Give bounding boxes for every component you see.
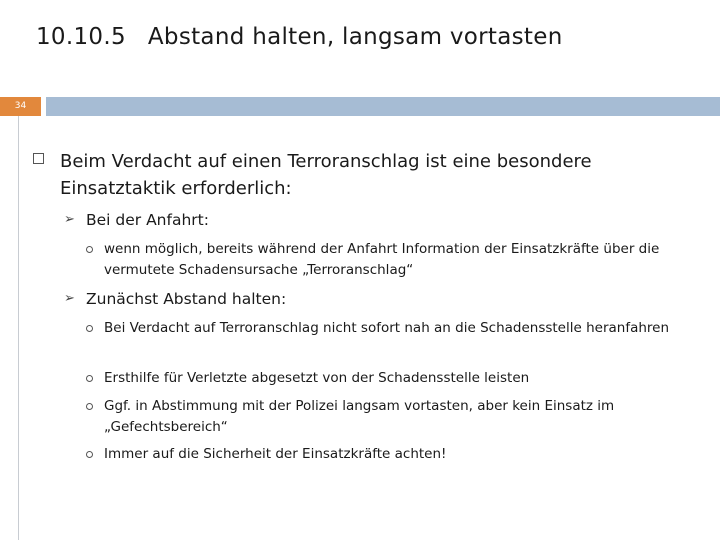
slide-number: 34 [14, 101, 27, 111]
slide-title [36, 24, 563, 50]
list-item: Ersthilfe für Verletzte abgesetzt von der Schadensstelle leisten [104, 370, 530, 386]
section-heading: Bei der Anfahrt: [86, 211, 209, 229]
circle-bullet-icon [86, 403, 93, 410]
list-item: Immer auf die Sicherheit der Einsatzkräfte achten! [104, 446, 447, 462]
list-item: Ggf. in Abstimmung mit der Polizei langsam vortasten, aber kein Einsatz im „Gefechtsbereich“ [104, 398, 615, 435]
title-number: 10.10.5 [36, 24, 126, 50]
circle-bullet-icon [86, 375, 93, 382]
header-bar [46, 97, 720, 116]
square-bullet-icon [33, 153, 44, 164]
list-item: Bei Verdacht auf Terroranschlag nicht sofort nah an die Schadensstelle heranfahren [104, 320, 670, 336]
list-item: wenn möglich, bereits während der Anfahrt Information der Einsatzkräfte über die vermutete Schadensursache „Terroranschlag“ [104, 241, 660, 278]
main-point: Beim Verdacht auf einen Terroranschlag ist eine besondere Einsatztaktik erforderlich: [60, 151, 592, 199]
circle-bullet-icon [86, 325, 93, 332]
circle-bullet-icon [86, 246, 93, 253]
arrow-bullet-icon: ➢ [64, 291, 75, 306]
arrow-bullet-icon: ➢ [64, 212, 75, 227]
circle-bullet-icon [86, 451, 93, 458]
title-text: Abstand halten, langsam vortasten [147, 24, 563, 50]
left-divider [18, 116, 19, 540]
section-heading: Zunächst Abstand halten: [86, 290, 287, 308]
